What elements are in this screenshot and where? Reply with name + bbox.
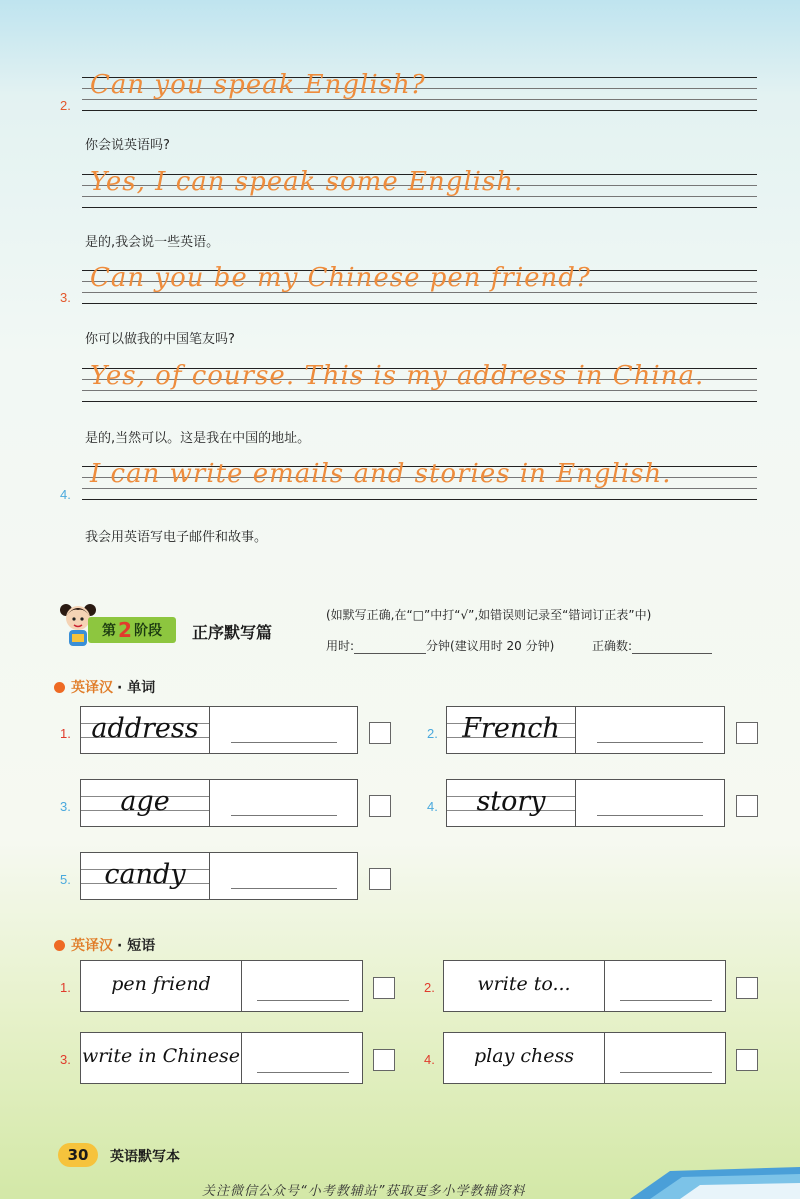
word-text: address	[91, 713, 199, 744]
word-cell	[81, 853, 210, 899]
phrase-box	[443, 960, 726, 1012]
answer-line[interactable]	[597, 815, 703, 816]
words-section-title: 英译汉	[71, 680, 113, 696]
word-text: French	[462, 713, 560, 744]
check-box[interactable]	[736, 795, 758, 817]
sentence-translation: 我会用英语写电子邮件和故事。	[85, 530, 268, 545]
sentence-translation: 你可以做我的中国笔友吗?	[85, 332, 235, 347]
book-title: 英语默写本	[110, 1149, 180, 1165]
phrase-cell	[81, 1033, 242, 1083]
phrase-box	[443, 1032, 726, 1084]
sentence-text: I can write emails and stories in English.	[90, 459, 672, 489]
word-box	[446, 706, 725, 754]
stage-badge	[88, 617, 176, 643]
check-box[interactable]	[373, 977, 395, 999]
check-box[interactable]	[369, 795, 391, 817]
time-label: 用时:	[326, 639, 355, 653]
stage-badge-prefix: 第	[102, 623, 117, 639]
book-illustration-icon	[610, 1159, 800, 1199]
answer-line[interactable]	[231, 815, 337, 816]
stage-title: 正序默写篇	[192, 623, 273, 642]
phrase-box	[80, 960, 363, 1012]
phrases-section-header	[54, 935, 155, 955]
watermark-text: 关注微信公众号“小考教辅站”获取更多小学教辅资料	[202, 1184, 526, 1199]
sentence-writing-lines	[82, 263, 757, 304]
answer-line[interactable]	[231, 888, 337, 889]
phrase-text: pen friend	[111, 973, 211, 995]
word-text: candy	[104, 859, 186, 890]
sentence-number: 4.	[60, 487, 71, 502]
sentence-number: 3.	[60, 290, 71, 305]
sentence-number: 2.	[60, 98, 71, 113]
sentence-text: Can you be my Chinese pen friend?	[90, 263, 591, 293]
check-box[interactable]	[736, 1049, 758, 1071]
phrase-box	[80, 1032, 363, 1084]
check-box[interactable]	[369, 868, 391, 890]
stage-badge-number: 2	[118, 618, 132, 642]
stage-instruction: (如默写正确,在“□”中打“√”,如错误则记录至“错词订正表”中)	[326, 608, 652, 622]
stage-time-row	[326, 637, 712, 654]
sentence-writing-lines	[82, 167, 757, 208]
answer-line[interactable]	[231, 742, 337, 743]
sentence-writing-lines	[82, 361, 757, 402]
word-number: 2.	[427, 726, 438, 741]
phrase-text: write in Chinese	[81, 1045, 241, 1067]
word-box	[80, 706, 358, 754]
phrase-text: play chess	[474, 1045, 574, 1067]
word-number: 3.	[60, 799, 71, 814]
answer-line[interactable]	[597, 742, 703, 743]
answer-line[interactable]	[257, 1072, 349, 1073]
minutes-label: 分钟(建议用时 20 分钟)	[426, 639, 555, 653]
answer-line[interactable]	[620, 1072, 712, 1073]
page-number: 30	[58, 1143, 98, 1167]
phrase-cell	[81, 961, 242, 1011]
check-box[interactable]	[736, 977, 758, 999]
word-box	[446, 779, 725, 827]
word-cell	[447, 780, 576, 826]
phrases-section-subtitle: · 短语	[117, 938, 156, 954]
check-box[interactable]	[369, 722, 391, 744]
word-text: age	[120, 786, 170, 817]
phrase-cell	[444, 1033, 605, 1083]
sentence-text: Yes, I can speak some English.	[90, 167, 524, 197]
bullet-dot-icon	[54, 940, 65, 951]
word-box	[80, 779, 358, 827]
correct-blank[interactable]	[632, 641, 712, 654]
word-text: story	[476, 786, 546, 817]
bullet-dot-icon	[54, 682, 65, 693]
answer-line[interactable]	[620, 1000, 712, 1001]
time-blank[interactable]	[354, 641, 426, 654]
answer-line[interactable]	[257, 1000, 349, 1001]
word-number: 1.	[60, 726, 71, 741]
correct-label: 正确数:	[591, 639, 633, 653]
sentence-text: Can you speak English?	[90, 70, 426, 100]
phrase-number: 1.	[60, 980, 71, 995]
sentence-translation: 是的,当然可以。这是我在中国的地址。	[85, 431, 311, 446]
sentence-writing-lines	[82, 459, 757, 500]
word-box	[80, 852, 358, 900]
check-box[interactable]	[736, 722, 758, 744]
word-number: 5.	[60, 872, 71, 887]
phrase-text: write to...	[477, 973, 571, 995]
check-box[interactable]	[373, 1049, 395, 1071]
word-cell	[447, 707, 576, 753]
words-section-subtitle: · 单词	[117, 680, 156, 696]
phrase-number: 2.	[424, 980, 435, 995]
phrases-section-title: 英译汉	[71, 938, 113, 954]
word-cell	[81, 780, 210, 826]
words-section-header	[54, 677, 155, 697]
sentence-translation: 是的,我会说一些英语。	[85, 235, 220, 250]
phrase-number: 4.	[424, 1052, 435, 1067]
sentence-translation: 你会说英语吗?	[85, 138, 170, 153]
phrase-cell	[444, 961, 605, 1011]
word-cell	[81, 707, 210, 753]
sentence-text: Yes, of course. This is my address in China.	[90, 361, 705, 391]
word-number: 4.	[427, 799, 438, 814]
phrase-number: 3.	[60, 1052, 71, 1067]
sentence-writing-lines	[82, 70, 757, 111]
stage-badge-suffix: 阶段	[133, 623, 162, 639]
